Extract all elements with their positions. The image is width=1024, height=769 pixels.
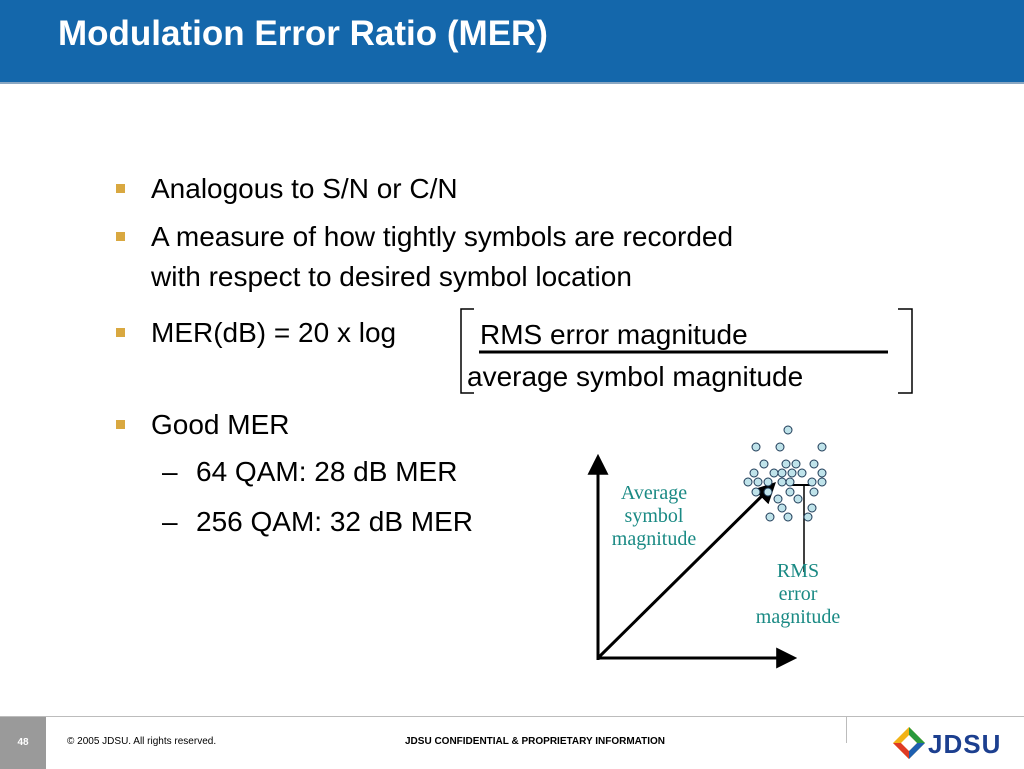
confidential-text: JDSU CONFIDENTIAL & PROPRIETARY INFORMATION xyxy=(405,736,666,747)
symbol-point xyxy=(754,478,762,486)
symbol-point xyxy=(810,488,818,496)
symbol-point xyxy=(798,469,806,477)
formula-prefix: MER(dB) = 20 x log xyxy=(151,317,397,348)
symbol-point xyxy=(784,426,792,434)
sub-bullet-dash: – xyxy=(162,456,178,487)
slide-title: Modulation Error Ratio (MER) xyxy=(58,14,548,53)
bullet-measure-line1: A measure of how tightly symbols are recorded xyxy=(151,221,734,252)
symbol-point xyxy=(764,478,772,486)
sub-bullet-64qam: 64 QAM: 28 dB MER xyxy=(196,456,458,487)
formula-denominator: average symbol magnitude xyxy=(467,361,804,392)
symbol-point xyxy=(774,495,782,503)
bullet-measure-line2: with respect to desired symbol location xyxy=(151,261,632,292)
copyright-text: © 2005 JDSU. All rights reserved. xyxy=(67,736,217,747)
bullet-good-mer: Good MER xyxy=(151,409,290,440)
formula-numerator: RMS error magnitude xyxy=(480,319,748,350)
page-number: 48 xyxy=(0,717,46,769)
symbol-point xyxy=(766,513,774,521)
symbol-point xyxy=(752,488,760,496)
symbol-point xyxy=(784,513,792,521)
jdsu-logo-text: JDSU xyxy=(928,729,1002,759)
symbol-point xyxy=(778,469,786,477)
symbol-point xyxy=(794,495,802,503)
rms-error-label: RMS error magnitude xyxy=(755,560,841,628)
slide-footer xyxy=(0,716,1024,769)
symbol-point xyxy=(778,478,786,486)
symbol-point xyxy=(770,469,778,477)
symbol-point xyxy=(788,469,796,477)
symbol-point xyxy=(808,504,816,512)
jdsu-logo-icon xyxy=(892,726,926,760)
symbol-point xyxy=(818,469,826,477)
footer-divider xyxy=(846,717,847,743)
sub-bullet-dash: – xyxy=(162,506,178,537)
bullet-analogous: Analogous to S/N or C/N xyxy=(151,173,458,204)
symbol-point xyxy=(782,460,790,468)
symbol-point xyxy=(808,478,816,486)
symbol-point xyxy=(750,469,758,477)
jdsu-logo xyxy=(890,723,1010,763)
symbol-point xyxy=(818,443,826,451)
symbol-point xyxy=(760,460,768,468)
symbol-cluster xyxy=(744,426,826,521)
avg-symbol-label: Average symbol magnitude xyxy=(611,482,697,550)
symbol-point xyxy=(744,478,752,486)
sub-bullet-256qam: 256 QAM: 32 dB MER xyxy=(196,506,474,537)
symbol-point xyxy=(786,488,794,496)
symbol-point xyxy=(792,460,800,468)
symbol-point xyxy=(776,443,784,451)
mer-diagram xyxy=(585,420,875,670)
symbol-point xyxy=(818,478,826,486)
symbol-point xyxy=(752,443,760,451)
symbol-point xyxy=(778,504,786,512)
symbol-point xyxy=(804,513,812,521)
symbol-point xyxy=(810,460,818,468)
symbol-point xyxy=(786,478,794,486)
symbol-point xyxy=(764,488,772,496)
